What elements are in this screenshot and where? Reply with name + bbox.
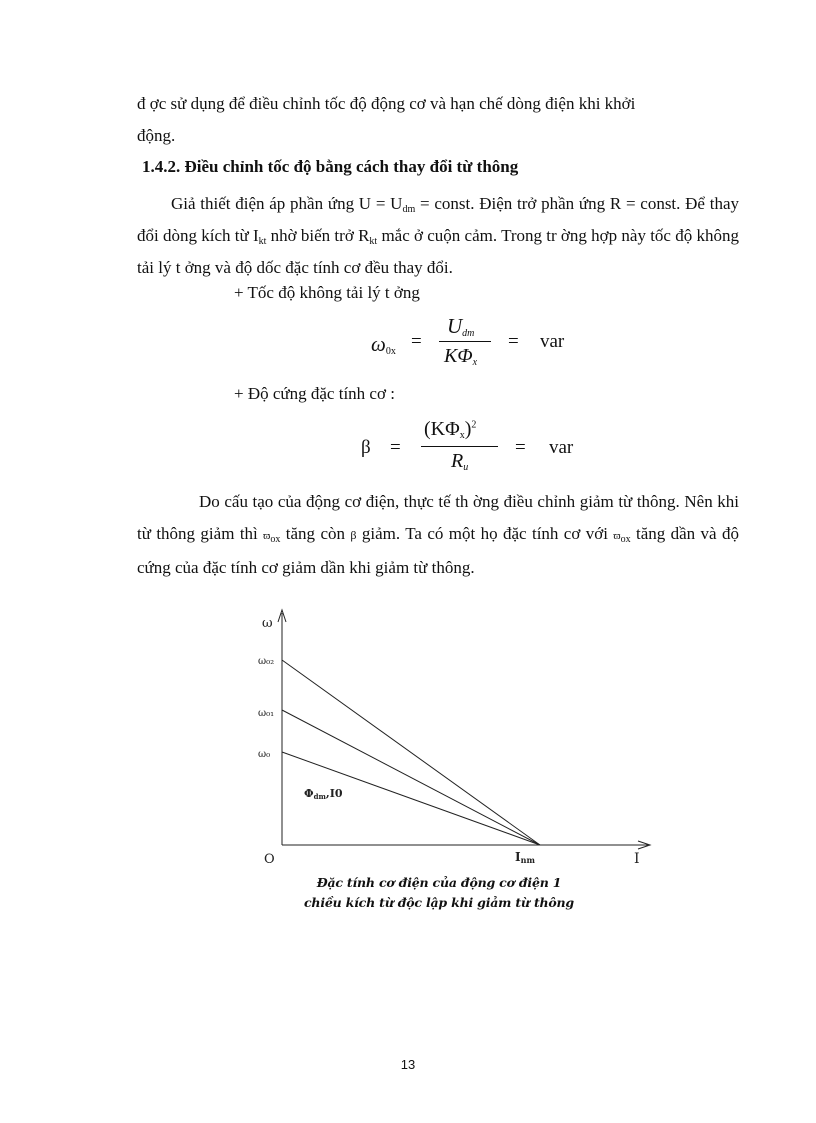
paragraph-2: Do cấu tạo của động cơ điện, thực tế th ờng điều chỉnh giảm từ thông. Nên khi từ thông giảm thì $ϖ_{ox}$ tăng còn β giảm. Ta có một họ đặc tính cơ với $ϖ_{ox}$ tăng dần và độ cứng của đặc tính cơ giảm dần khi giảm từ thông. [137,492,739,577]
formula1-numerator: $U_{dm}$ [447,314,475,339]
formula1-denominator: $K\Phi_x$ [444,345,478,368]
formula1-eq2: = [508,331,519,352]
figure-caption [296,873,582,913]
y-axis-label: ω [262,616,273,631]
intro-line-2: động. [137,126,176,145]
w02-label: ω₀₂ [258,656,275,667]
formula2-eq: = [390,437,401,458]
inm-label: Inm [515,850,535,865]
bullet-no-load-speed: + Tốc độ không tải lý t ởng [234,283,420,302]
formula2-numerator: $(K\Phi_x)^2$ [424,418,477,441]
bullet-stiffness: + Độ cứng đặc tính cơ : [234,384,395,403]
origin-label: O [264,852,275,867]
formula1-rhs: var [540,331,565,352]
paragraph-1: Giả thiết điện áp phần ứng $U = U_{dm}$ = const. Điện trở phần ứng R = const. Để thay đổi dòng kích từ $I_{kt}$ nhờ biến trở $R_{kt}$ mắc ở cuộn cảm. Trong tr ờng hợp này tốc độ không tải lý t ởng và độ dốc đặc tính cơ đều thay đổi. [137,194,739,277]
characteristic-line-w02 [282,660,540,845]
section-heading: 1.4.2. Điều chỉnh tốc độ bằng cách thay đổi từ thông [142,157,519,176]
flux-label: Φdm,I0 [304,787,343,801]
formula2-denominator: $R_u$ [451,450,469,473]
characteristic-line-w01 [282,710,540,845]
formula1-eq: = [411,331,422,352]
formula2-eq2: = [515,437,526,458]
x-axis-label: I [634,851,640,867]
caption-line-1: Đặc tính cơ điện của động cơ điện 1 [316,875,562,890]
w01-label: ω₀₁ [258,708,275,719]
intro-line-1: đ ợc sử dụng để điều chỉnh tốc độ động cơ và hạn chế dòng điện khi khởi [137,94,636,113]
formula1-lhs: $\omega_{0x}$ [371,332,396,357]
w0-label: ω₀ [258,749,271,760]
formula2-lhs: β [361,437,371,458]
formula2-rhs: var [549,437,574,458]
page-number: 13 [400,1057,416,1072]
caption-line-2: chiều kích từ độc lập khi giảm từ thông [304,895,574,910]
